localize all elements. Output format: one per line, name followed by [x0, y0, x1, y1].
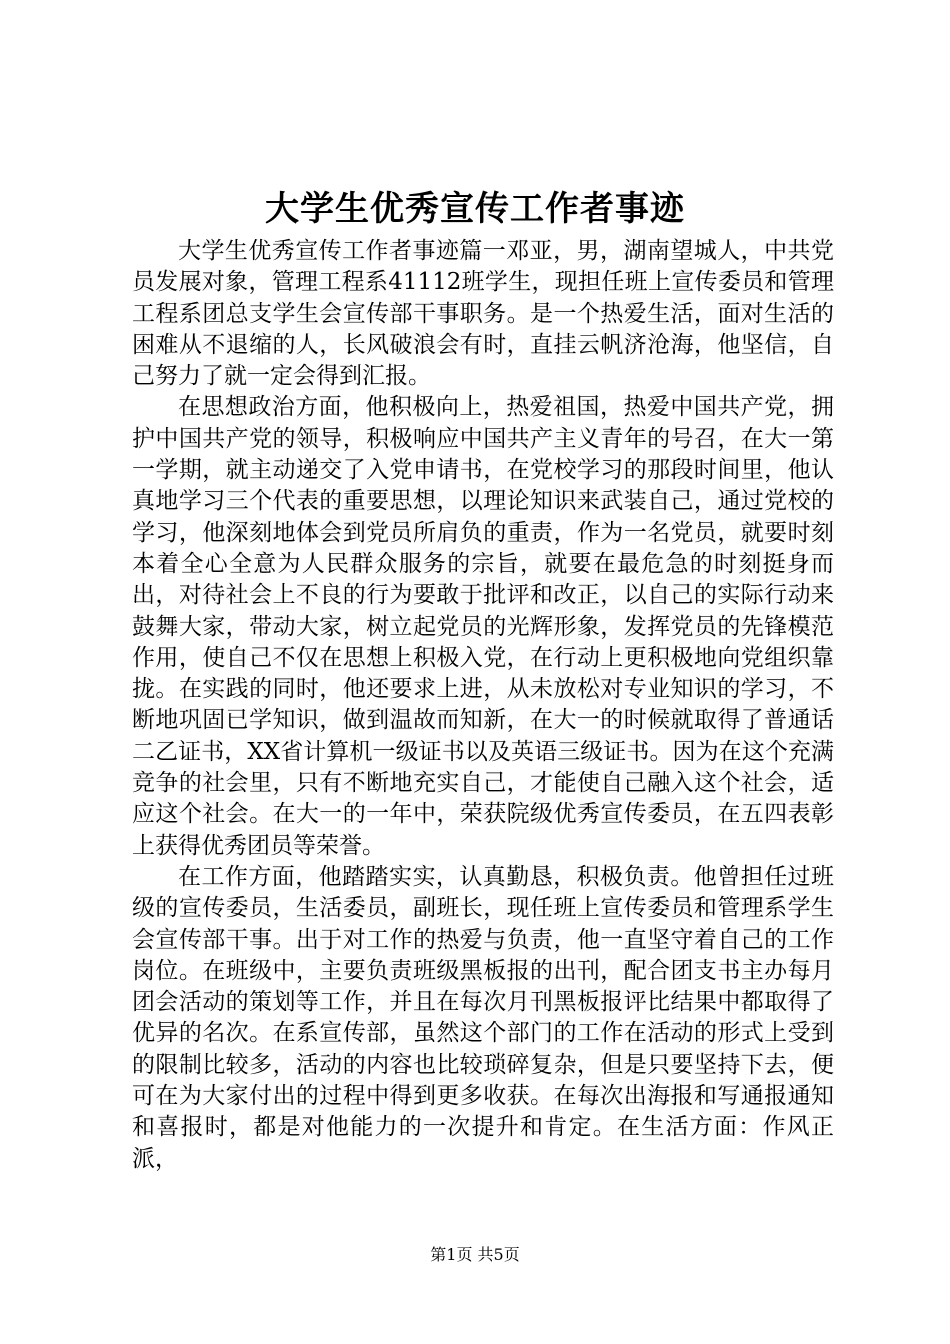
document-title: 大学生优秀宣传工作者事迹	[265, 189, 685, 229]
paragraph-politics: 在思想政治方面，他积极向上，热爱祖国，热爱中国共产党，拥护中国共产党的领导，积极响应中国共产主义青年的号召，在大一第一学期，就主动递交了入党申请书，在党校学习的那段时间里，他认真地学习三个代表的重要思想，以理论知识来武装自己，通过党校的学习，他深刻地体会到党员所肩负的重责，作为一名党员，就要时刻本着全心全意为人民群众服务的宗旨，就要在最危急的时刻挺身而出，对待社会上不良的行为要敢于批评和改正，以自己的实际行动来鼓舞大家，带动大家，树立起党员的光辉形象，发挥党员的先锋模范作用，使自己不仅在思想上积极入党，在行动上更积极地向党组织靠拢。在实践的同时，他还要求上进，从未放松对专业知识的学习，不断地巩固已学知识，做到温故而知新，在大一的时候就取得了普通话二乙证书，XX省计算机一级证书以及英语三级证书。因为在这个充满竞争的社会里，只有不断地充实自己，才能使自己融入这个社会，适应这个社会。在大一的一年中，荣获院级优秀宣传委员，在五四表彰上获得优秀团员等荣誉。	[132, 394, 834, 859]
page-footer: 第1页 共5页	[430, 1245, 520, 1264]
paragraph-intro: 大学生优秀宣传工作者事迹篇一邓亚，男，湖南望城人，中共党员发展对象，管理工程系41112班学生，现担任班上宣传委员和管理工程系团总支学生会宣传部干事职务。是一个热爱生活，面对生活的困难从不退缩的人，长风破浪会有时，直挂云帆济沧海，他坚信，自己努力了就一定会得到汇报。	[132, 238, 834, 390]
document-body	[132, 236, 834, 1175]
paragraph-work: 在工作方面，他踏踏实实，认真勤恳，积极负责。他曾担任过班级的宣传委员，生活委员，副班长，现任班上宣传委员和管理系学生会宣传部干事。出于对工作的热爱与负责，他一直坚守着自己的工作岗位。在班级中，主要负责班级黑板报的出刊，配合团支书主办每月团会活动的策划等工作，并且在每次月刊黑板报评比结果中都取得了优异的名次。在系宣传部，虽然这个部门的工作在活动的形式上受到的限制比较多，活动的内容也比较琐碎复杂，但是只要坚持下去，便可在为大家付出的过程中得到更多收获。在每次出海报和写通报通知和喜报时，都是对他能力的一次提升和肯定。在生活方面：作风正派，	[132, 863, 834, 1172]
